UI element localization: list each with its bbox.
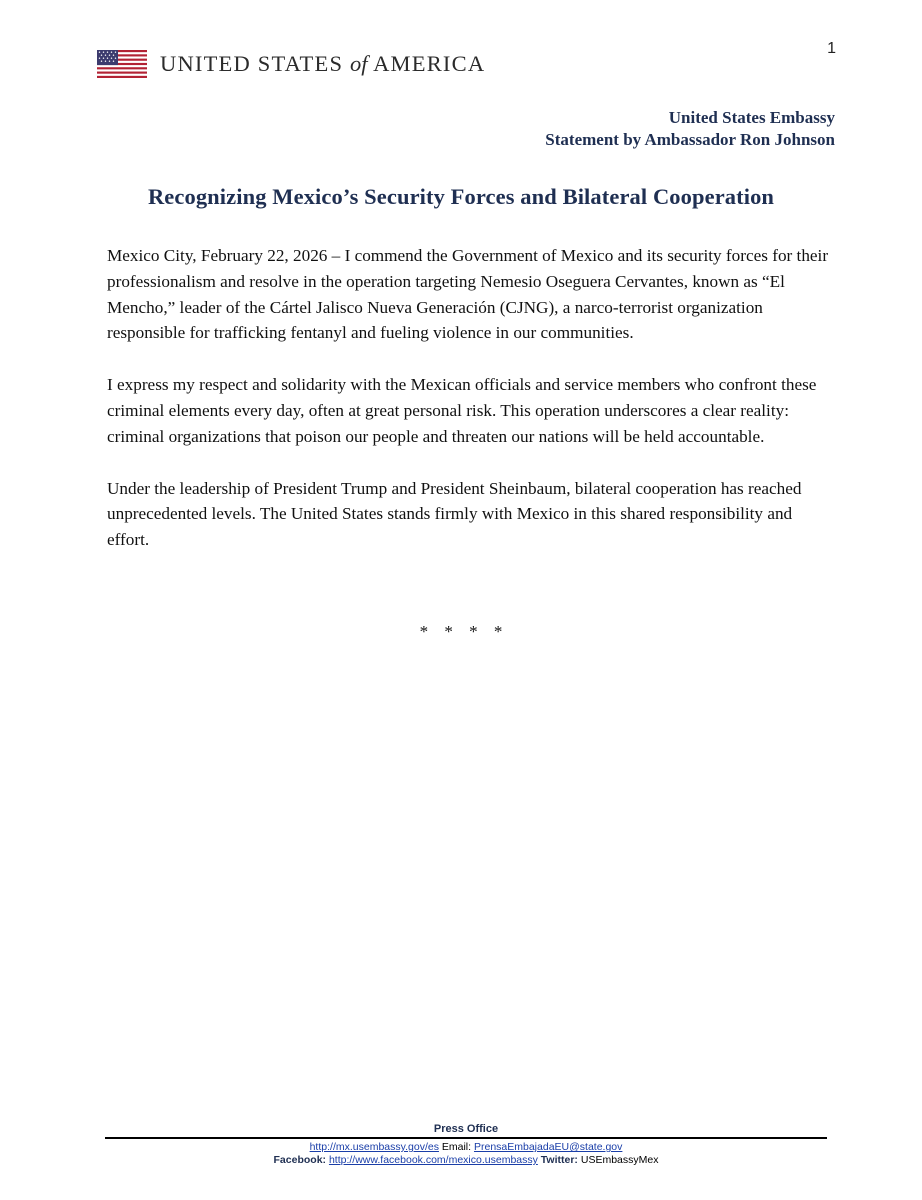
twitter-label: Twitter:	[540, 1154, 578, 1166]
statement-body	[107, 243, 831, 579]
embassy-name: United States Embassy	[668, 108, 835, 127]
wordmark-america: AMERICA	[373, 51, 486, 76]
paragraph-3: Under the leadership of President Trump and President Sheinbaum, bilateral cooperation has reached unprecedented levels. The United States stands firmly with Mexico in this shared responsibility and effort.	[107, 478, 802, 550]
end-marker: * * * *	[419, 622, 509, 641]
wordmark-of: of	[350, 51, 368, 76]
facebook-link[interactable]: http://www.facebook.com/mexico.usembassy	[328, 1154, 538, 1166]
us-seal-header	[97, 50, 485, 78]
paragraph-2: I express my respect and solidarity with the Mexican officials and service members who confront these criminal elements every day, often at great personal risk. This operation underscores a clear reality: criminal organizations that poison our people and threaten our nations will be held accountable.	[107, 375, 817, 446]
email-link[interactable]: PrensaEmbajadaEU@state.gov	[473, 1141, 623, 1153]
footer-contact-line	[105, 1141, 827, 1154]
footer-title: Press Office	[433, 1123, 499, 1135]
facebook-label: Facebook:	[273, 1154, 327, 1166]
paragraph-1: Mexico City, February 22, 2026 – I commend the Government of Mexico and its security forces for their professionalism and resolve in the operation targeting Nemesio Oseguera Cervantes, known as “El Mencho,” leader of the Cártel Jalisco Nueva Generación (CJNG), a narco-terrorist organization responsible for trafficking fentanyl and fueling violence in our communities.	[107, 246, 829, 343]
website-link[interactable]: http://mx.usembassy.gov/es	[309, 1141, 439, 1153]
page-number: 1	[827, 40, 836, 57]
email-label: Email:	[441, 1141, 472, 1153]
statement-headline: Recognizing Mexico’s Security Forces and Bilateral Cooperation	[147, 184, 775, 209]
country-wordmark	[160, 51, 485, 77]
twitter-handle[interactable]: USEmbassyMex	[580, 1154, 659, 1166]
us-flag-icon	[97, 50, 147, 78]
statement-byline: Statement by Ambassador Ron Johnson	[545, 130, 835, 149]
footer-divider	[105, 1137, 827, 1139]
press-office-footer	[105, 1123, 827, 1167]
footer-social-line	[105, 1154, 827, 1167]
masthead	[545, 107, 835, 151]
wordmark-united-states: UNITED STATES	[160, 51, 344, 76]
